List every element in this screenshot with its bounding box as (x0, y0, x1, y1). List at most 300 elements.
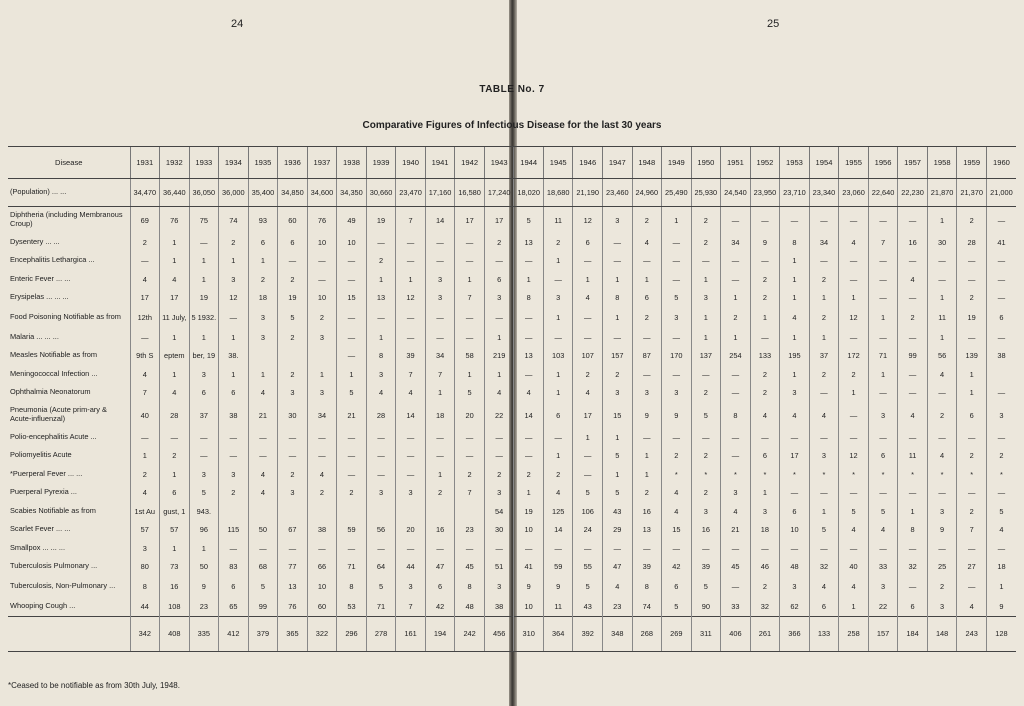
table-cell: — (425, 539, 455, 558)
table-cell: 1 (160, 539, 190, 558)
row-label: Meningococcal Infection ... (10, 368, 98, 378)
table-cell: 6 (986, 307, 1016, 328)
table-cell: 53 (337, 597, 367, 616)
page-number-right: 25 (767, 18, 780, 30)
table-cell: 9 (662, 402, 692, 428)
column-header-year: 1945 (543, 147, 573, 179)
table-cell: 3 (366, 365, 396, 384)
table-cell: 20 (455, 402, 485, 428)
table-cell: 12 (839, 307, 869, 328)
table-cell: — (278, 539, 308, 558)
table-cell: 5 1932. (189, 307, 219, 328)
table-cell: 24,540 (721, 179, 751, 207)
row-label: Whooping Cough ... (10, 600, 76, 610)
table-cell: — (957, 484, 987, 503)
table-cell: 21 (721, 521, 751, 540)
table-cell: 57 (160, 521, 190, 540)
table-cell: 172 (839, 347, 869, 366)
table-cell: — (514, 307, 544, 328)
table-cell: 10 (780, 521, 810, 540)
table-cell: 1 (573, 428, 603, 447)
table-cell: 9 (632, 402, 662, 428)
table-cell: 2 (957, 502, 987, 521)
table-cell: 18,680 (543, 179, 573, 207)
table-cell: — (307, 252, 337, 271)
table-cell: 3 (780, 576, 810, 597)
table-cell: 2 (632, 484, 662, 503)
total-cell: 412 (219, 616, 249, 651)
table-cell: 21 (248, 402, 278, 428)
table-row (8, 365, 1016, 384)
table-cell: 8 (337, 576, 367, 597)
table-cell: 55 (573, 558, 603, 577)
row-label: *Puerperal Fever ... ... (10, 468, 83, 478)
row-label: Encephalitis Lethargica ... (10, 255, 95, 265)
table-cell: 7 (455, 289, 485, 308)
table-cell: 47 (603, 558, 633, 577)
table-cell: 2 (809, 307, 839, 328)
table-cell: — (603, 233, 633, 252)
total-cell: 157 (868, 616, 898, 651)
table-cell: — (425, 307, 455, 328)
total-cell: 268 (632, 616, 662, 651)
table-cell: 54 (484, 502, 514, 521)
row-label: Erysipelas ... ... ... (10, 292, 69, 302)
table-cell: 77 (278, 558, 308, 577)
table-cell: 2 (750, 365, 780, 384)
column-header-year: 1958 (927, 147, 957, 179)
table-cell: 40 (839, 558, 869, 577)
table-cell: 1 (691, 328, 721, 347)
table-cell: 5 (691, 576, 721, 597)
table-cell: — (957, 576, 987, 597)
table-cell: 103 (543, 347, 573, 366)
table-cell: 3 (691, 502, 721, 521)
column-header-year: 1937 (307, 147, 337, 179)
table-cell: — (868, 328, 898, 347)
table-cell: 7 (957, 521, 987, 540)
table-cell: 14 (543, 521, 573, 540)
table-cell (425, 502, 455, 521)
table-cell: — (986, 384, 1016, 403)
table-cell: 22 (484, 402, 514, 428)
table-cell: — (425, 447, 455, 466)
table-cell: — (839, 207, 869, 234)
table-cell: 4 (573, 289, 603, 308)
table-cell: 16 (425, 521, 455, 540)
table-cell: 23,340 (809, 179, 839, 207)
table-cell: 1 (160, 365, 190, 384)
table-cell: 1 (927, 207, 957, 234)
column-header-year: 1947 (603, 147, 633, 179)
table-cell: * (662, 465, 692, 484)
table-cell: 21,370 (957, 179, 987, 207)
table-cell: — (986, 252, 1016, 271)
total-cell: 310 (514, 616, 544, 651)
table-cell: 1 (750, 307, 780, 328)
table-cell: 9 (927, 521, 957, 540)
table-cell: — (957, 270, 987, 289)
table-cell: 7 (130, 384, 160, 403)
table-cell (455, 502, 485, 521)
table-cell: 1 (780, 252, 810, 271)
table-cell: 59 (337, 521, 367, 540)
table-cell: — (130, 428, 160, 447)
table-cell: 38 (986, 347, 1016, 366)
table-cell: 39 (396, 347, 426, 366)
table-row (8, 289, 1016, 308)
table-cell: 99 (898, 347, 928, 366)
table-cell: — (927, 484, 957, 503)
table-cell: 1 (839, 384, 869, 403)
table-cell: 1 (514, 270, 544, 289)
table-cell: 4 (396, 384, 426, 403)
table-cell: 1 (750, 484, 780, 503)
table-cell: — (160, 428, 190, 447)
table-cell: — (986, 289, 1016, 308)
table-cell: — (219, 428, 249, 447)
table-cell: 7 (868, 233, 898, 252)
table-cell: 1 (957, 384, 987, 403)
table-cell: 18 (986, 558, 1016, 577)
table-cell: 4 (662, 484, 692, 503)
table-cell: 2 (927, 576, 957, 597)
row-label: Food Poisoning Notifiable as from (10, 312, 121, 322)
table-cell: 19 (514, 502, 544, 521)
table-cell: — (986, 328, 1016, 347)
table-cell: 3 (248, 307, 278, 328)
table-cell: 4 (898, 402, 928, 428)
table-cell: 4 (750, 402, 780, 428)
table-cell: 2 (691, 384, 721, 403)
table-cell: 3 (484, 576, 514, 597)
table-cell: 13 (632, 521, 662, 540)
table-cell: 5 (603, 447, 633, 466)
table-cell: 15 (662, 521, 692, 540)
table-cell: 4 (248, 465, 278, 484)
table-cell: — (484, 539, 514, 558)
table-cell: 3 (632, 384, 662, 403)
table-cell: 2 (278, 365, 308, 384)
table-cell: 62 (780, 597, 810, 616)
row-label: Malaria ... ... ... (10, 331, 59, 341)
total-cell: 335 (189, 616, 219, 651)
table-row (8, 484, 1016, 503)
table-cell: 1 (425, 465, 455, 484)
table-cell: — (839, 428, 869, 447)
table-cell: 1 (632, 465, 662, 484)
table-cell: 4 (721, 502, 751, 521)
table-cell: 9th S (130, 347, 160, 366)
table-cell: 1 (839, 597, 869, 616)
table-cell: 1 (603, 428, 633, 447)
total-cell: 456 (484, 616, 514, 651)
table-cell: — (691, 365, 721, 384)
row-label: Pneumonia (Acute prim-ary & Acute-influenzal) (10, 405, 107, 423)
table-cell: 115 (219, 521, 249, 540)
table-cell: 87 (632, 347, 662, 366)
table-cell: — (809, 484, 839, 503)
table-cell: — (868, 252, 898, 271)
table-cell: — (307, 428, 337, 447)
table-cell: 3 (307, 384, 337, 403)
table-cell: 5 (455, 384, 485, 403)
table-row (8, 402, 1016, 428)
table-cell: 139 (957, 347, 987, 366)
table-cell: — (809, 252, 839, 271)
table-cell: 14 (425, 207, 455, 234)
table-cell: 4 (632, 233, 662, 252)
table-cell: 1 (543, 252, 573, 271)
table-cell: 1 (603, 270, 633, 289)
table-cell: 4 (543, 484, 573, 503)
table-cell: — (189, 428, 219, 447)
column-header-year: 1948 (632, 147, 662, 179)
total-cell: 348 (603, 616, 633, 651)
column-header-year: 1954 (809, 147, 839, 179)
table-row (8, 307, 1016, 328)
table-cell: 30,660 (366, 179, 396, 207)
table-cell: 90 (691, 597, 721, 616)
table-cell: 66 (307, 558, 337, 577)
table-cell: 219 (484, 347, 514, 366)
row-label: Scarlet Fever ... ... (10, 524, 71, 534)
table-cell: — (337, 447, 367, 466)
table-cell: 44 (130, 597, 160, 616)
table-cell: — (839, 252, 869, 271)
table-row (8, 252, 1016, 271)
table-cell: — (721, 539, 751, 558)
table-cell: 12 (839, 447, 869, 466)
table-cell (248, 502, 278, 521)
table-cell: — (691, 252, 721, 271)
table-cell: 6 (957, 402, 987, 428)
column-header-year: 1932 (160, 147, 190, 179)
table-cell: 24 (573, 521, 603, 540)
table-cell: 2 (809, 270, 839, 289)
table-cell: 3 (868, 402, 898, 428)
table-cell: 42 (425, 597, 455, 616)
table-cell: 2 (957, 207, 987, 234)
total-cell: 184 (898, 616, 928, 651)
table-cell: 2 (366, 252, 396, 271)
table-cell: 2 (721, 307, 751, 328)
table-cell: 33 (721, 597, 751, 616)
table-cell: 4 (573, 384, 603, 403)
total-cell: 366 (780, 616, 810, 651)
table-cell: 2 (632, 207, 662, 234)
table-cell: 49 (337, 207, 367, 234)
table-cell: — (632, 428, 662, 447)
table-cell: — (307, 539, 337, 558)
table-cell: 57 (130, 521, 160, 540)
table-cell: 2 (986, 447, 1016, 466)
table-cell: — (721, 447, 751, 466)
column-header-year: 1949 (662, 147, 692, 179)
table-cell: — (366, 465, 396, 484)
table-cell: 37 (809, 347, 839, 366)
table-cell: 7 (396, 597, 426, 616)
total-cell: 148 (927, 616, 957, 651)
table-cell: 4 (160, 384, 190, 403)
table-cell: 60 (307, 597, 337, 616)
table-cell: 25,930 (691, 179, 721, 207)
table-cell: 5 (514, 207, 544, 234)
table-cell: 4 (809, 402, 839, 428)
table-cell: 1 (927, 328, 957, 347)
table-cell: 5 (839, 502, 869, 521)
table-cell: 4 (839, 576, 869, 597)
table-cell: 34 (425, 347, 455, 366)
table-cell: — (337, 307, 367, 328)
table-cell: 44 (396, 558, 426, 577)
table-cell: — (366, 539, 396, 558)
table-cell: 4 (780, 307, 810, 328)
table-cell: 195 (780, 347, 810, 366)
table-cell: 2 (632, 307, 662, 328)
table-cell: 8 (603, 289, 633, 308)
column-header-year: 1955 (839, 147, 869, 179)
table-row (8, 328, 1016, 347)
table-cell: — (248, 539, 278, 558)
table-cell: 254 (721, 347, 751, 366)
table-cell: 21,870 (927, 179, 957, 207)
table-cell: 3 (662, 384, 692, 403)
table-cell: — (189, 233, 219, 252)
table-cell: 2 (278, 328, 308, 347)
table-cell: 5 (189, 484, 219, 503)
table-cell: 14 (514, 402, 544, 428)
total-cell: 269 (662, 616, 692, 651)
table-cell (986, 365, 1016, 384)
table-cell: 8 (366, 347, 396, 366)
table-cell: 23,060 (839, 179, 869, 207)
total-cell: 296 (337, 616, 367, 651)
table-cell: 2 (573, 365, 603, 384)
table-cell: — (632, 365, 662, 384)
column-header-year: 1931 (130, 147, 160, 179)
table-cell: 3 (396, 576, 426, 597)
table-cell: — (721, 252, 751, 271)
table-cell: 2 (543, 233, 573, 252)
table-cell: — (780, 484, 810, 503)
table-cell: 3 (307, 328, 337, 347)
table-cell: — (573, 465, 603, 484)
table-cell: 10 (307, 289, 337, 308)
table-cell: — (809, 384, 839, 403)
table-cell (278, 502, 308, 521)
table-cell: — (307, 270, 337, 289)
table-cell: 6 (780, 502, 810, 521)
table-cell: 23,470 (396, 179, 426, 207)
table-cell: 1 (160, 233, 190, 252)
table-cell: 5 (278, 307, 308, 328)
table-cell: 23,460 (603, 179, 633, 207)
table-cell: 16 (898, 233, 928, 252)
table-cell: 137 (691, 347, 721, 366)
table-cell: 9 (543, 576, 573, 597)
table-row (8, 233, 1016, 252)
table-cell: 96 (189, 521, 219, 540)
table-cell: — (455, 233, 485, 252)
table-cell: 5 (986, 502, 1016, 521)
table-cell: 2 (691, 447, 721, 466)
table-cell: 56 (366, 521, 396, 540)
column-header-year: 1950 (691, 147, 721, 179)
table-cell: — (662, 328, 692, 347)
table-cell: 2 (691, 207, 721, 234)
table-cell: 30 (484, 521, 514, 540)
table-cell: 8 (721, 402, 751, 428)
table-cell: 3 (278, 384, 308, 403)
table-cell: — (839, 328, 869, 347)
table-cell: 11 (927, 307, 957, 328)
table-cell: 10 (337, 233, 367, 252)
table-cell: — (750, 252, 780, 271)
table-cell: — (868, 207, 898, 234)
table-cell: — (189, 447, 219, 466)
table-cell: — (603, 328, 633, 347)
table-cell: — (455, 307, 485, 328)
table-cell: 1 (396, 270, 426, 289)
table-row (8, 270, 1016, 289)
table-cell: 2 (839, 365, 869, 384)
table-cell: — (514, 365, 544, 384)
table-cell: — (248, 428, 278, 447)
table-cell: — (750, 328, 780, 347)
table-cell: — (750, 428, 780, 447)
table-cell: — (484, 307, 514, 328)
table-cell: 11 July, (160, 307, 190, 328)
table-cell: * (780, 465, 810, 484)
table-cell: — (337, 328, 367, 347)
table-cell: 3 (691, 289, 721, 308)
table-row (8, 207, 1016, 234)
table-cell: — (898, 207, 928, 234)
table-cell: * (986, 465, 1016, 484)
table-cell: 943. (189, 502, 219, 521)
table-row (8, 521, 1016, 540)
table-cell: 1 (721, 328, 751, 347)
column-header-year: 1946 (573, 147, 603, 179)
table-cell: 18 (248, 289, 278, 308)
table-cell: — (868, 289, 898, 308)
table-cell (307, 347, 337, 366)
table-cell: 12 (573, 207, 603, 234)
table-cell: — (986, 270, 1016, 289)
table-cell: 6 (809, 597, 839, 616)
table-cell: * (809, 465, 839, 484)
table-cell: 133 (750, 347, 780, 366)
table-cell: 4 (248, 384, 278, 403)
table-cell: 1 (986, 576, 1016, 597)
table-cell: 2 (691, 484, 721, 503)
table-cell: 1 (957, 365, 987, 384)
table-cell: 20 (396, 521, 426, 540)
table-cell: 1 (484, 365, 514, 384)
table-cell: 108 (160, 597, 190, 616)
table-cell: 6 (543, 402, 573, 428)
table-cell: — (219, 307, 249, 328)
table-cell: — (425, 328, 455, 347)
table-cell: — (337, 428, 367, 447)
table-cell: 6 (278, 233, 308, 252)
table-row (8, 502, 1016, 521)
table-cell: 1 (514, 484, 544, 503)
table-cell: — (780, 428, 810, 447)
table-cell: 73 (160, 558, 190, 577)
row-label: Diphtheria (including Membranous Croup) (10, 210, 123, 228)
